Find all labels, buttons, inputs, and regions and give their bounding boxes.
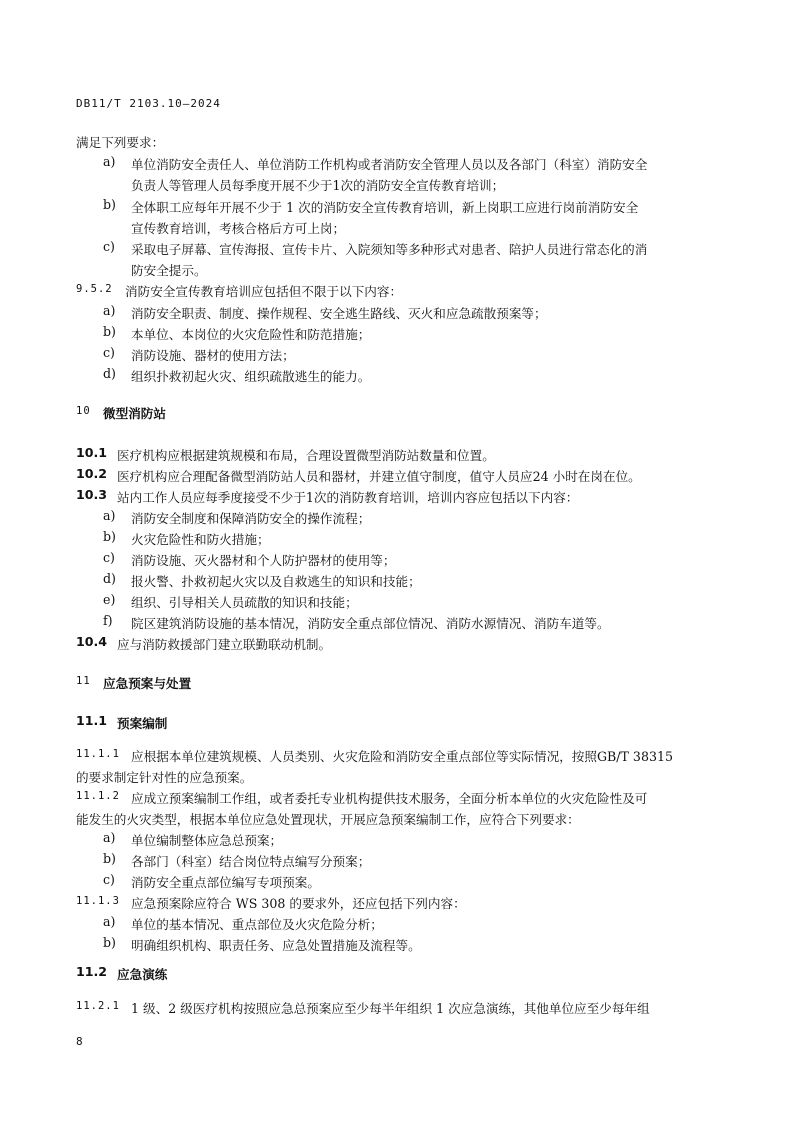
list-label: a)	[103, 154, 116, 169]
clause-text: 1 级、2 级医疗机构按照应急总预案应至少每半年组织 1 次应急演练，其他单位应至少每年组	[131, 1001, 650, 1016]
list-item: 消防设施、灭火器材和个人防护器材的使用等；	[131, 553, 396, 568]
clause-line: 应根据本单位建筑规模、人员类别、火灾危险和消防安全重点部位等实际情况，按照GB/T 38315	[131, 749, 673, 764]
list-label: b)	[103, 851, 116, 866]
list-label: e)	[103, 592, 116, 607]
list-item: 单位编制整体应急总预案；	[131, 833, 283, 848]
list-label: c)	[103, 345, 115, 360]
list-item: 明确组织机构、职责任务、应急处置措施及流程等。	[131, 938, 421, 953]
list-label: a)	[103, 914, 116, 929]
section-number: 11.1	[76, 713, 108, 728]
list-label: a)	[103, 303, 116, 318]
list-item-line: 单位消防安全责任人、单位消防工作机构或者消防安全管理人员以及各部门（科室）消防安全	[131, 157, 648, 172]
list-label: a)	[103, 830, 116, 845]
list-item: 本单位、本岗位的火灾危险性和防范措施；	[131, 327, 371, 342]
list-label: f)	[103, 613, 113, 628]
clause-number: 10.3	[76, 487, 108, 502]
clause-number: 10.1	[76, 445, 108, 460]
list-item: 组织、引导相关人员疏散的知识和技能；	[131, 595, 358, 610]
clause-text: 医疗机构应根据建筑规模和布局，合理设置微型消防站数量和位置。	[117, 448, 495, 463]
list-label: a)	[103, 508, 116, 523]
clause-number: 10.4	[76, 634, 108, 649]
list-label: b)	[103, 324, 116, 339]
list-item-line: 宣传教育培训，考核合格后方可上岗；	[131, 221, 346, 236]
list-item: 消防安全制度和保障消防安全的操作流程；	[131, 511, 371, 526]
section-title: 应急演练	[117, 967, 168, 982]
list-item: 报火警、扑救初起火灾以及自救逃生的知识和技能；	[131, 574, 421, 589]
list-label: d)	[103, 571, 116, 586]
list-item: 各部门（科室）结合岗位特点编写分预案；	[131, 854, 371, 869]
clause-line: 能发生的火灾类型，根据本单位应急处置现状，开展应急预案编制工作，应符合下列要求：	[76, 812, 580, 827]
clause-number: 9.5.2	[76, 283, 113, 295]
section-title: 预案编制	[117, 716, 168, 731]
intro-text: 满足下列要求：	[76, 135, 165, 150]
chapter-number: 11	[76, 675, 91, 687]
clause-text: 消防安全宣传教育培训应包括但不限于以下内容：	[125, 284, 403, 299]
list-item-line: 负责人等管理人员每季度开展不少于1次的消防安全宣传教育培训；	[131, 178, 505, 193]
clause-line: 应成立预案编制工作组，或者委托专业机构提供技术服务，全面分析本单位的火灾危险性及可	[131, 791, 648, 806]
list-label: c)	[103, 239, 115, 254]
list-item-line: 全体职工应每年开展不少于 1 次的消防安全宣传教育培训，新上岗职工应进行岗前消防安全	[131, 200, 639, 215]
list-item: 消防安全职责、制度、操作规程、安全逃生路线、灭火和应急疏散预案等；	[131, 306, 547, 321]
list-item-line: 采取电子屏幕、宣传海报、宣传卡片、入院须知等多种形式对患者、陪护人员进行常态化的消	[131, 242, 648, 257]
clause-number: 11.1.3	[76, 895, 120, 907]
list-label: b)	[103, 197, 116, 212]
list-item: 消防设施、器材的使用方法；	[131, 348, 295, 363]
clause-number: 11.1.2	[76, 790, 120, 802]
list-item: 火灾危险性和防火措施；	[131, 532, 270, 547]
clause-text: 应与消防救援部门建立联勤联动机制。	[117, 637, 332, 652]
list-label: c)	[103, 550, 115, 565]
list-label: b)	[103, 935, 116, 950]
clause-text: 应急预案除应符合 WS 308 的要求外，还应包括下列内容：	[131, 896, 466, 911]
chapter-title: 微型消防站	[103, 406, 166, 421]
list-item-line: 防安全提示。	[131, 263, 207, 278]
list-label: d)	[103, 366, 116, 381]
list-label: c)	[103, 872, 115, 887]
clause-number: 10.2	[76, 466, 108, 481]
section-number: 11.2	[76, 964, 108, 979]
clause-text: 站内工作人员应每季度接受不少于1次的消防教育培训，培训内容应包括以下内容：	[117, 490, 579, 505]
clause-text: 医疗机构应合理配备微型消防站人员和器材，并建立值守制度，值守人员应24 小时在岗在位。	[117, 469, 641, 484]
page-number: 8	[76, 1035, 83, 1048]
list-label: b)	[103, 529, 116, 544]
clause-line: 的要求制定针对性的应急预案。	[76, 770, 253, 785]
list-item: 组织扑救初起火灾、组织疏散逃生的能力。	[131, 369, 371, 384]
list-item: 消防安全重点部位编写专项预案。	[131, 875, 320, 890]
chapter-number: 10	[76, 405, 91, 417]
document-code: DB11/T 2103.10—2024	[76, 97, 221, 110]
list-item: 院区建筑消防设施的基本情况，消防安全重点部位情况、消防水源情况、消防车道等。	[131, 616, 610, 631]
list-item: 单位的基本情况、重点部位及火灾危险分析；	[131, 917, 383, 932]
clause-number: 11.1.1	[76, 748, 120, 760]
chapter-title: 应急预案与处置	[103, 676, 192, 691]
clause-number: 11.2.1	[76, 1000, 120, 1012]
